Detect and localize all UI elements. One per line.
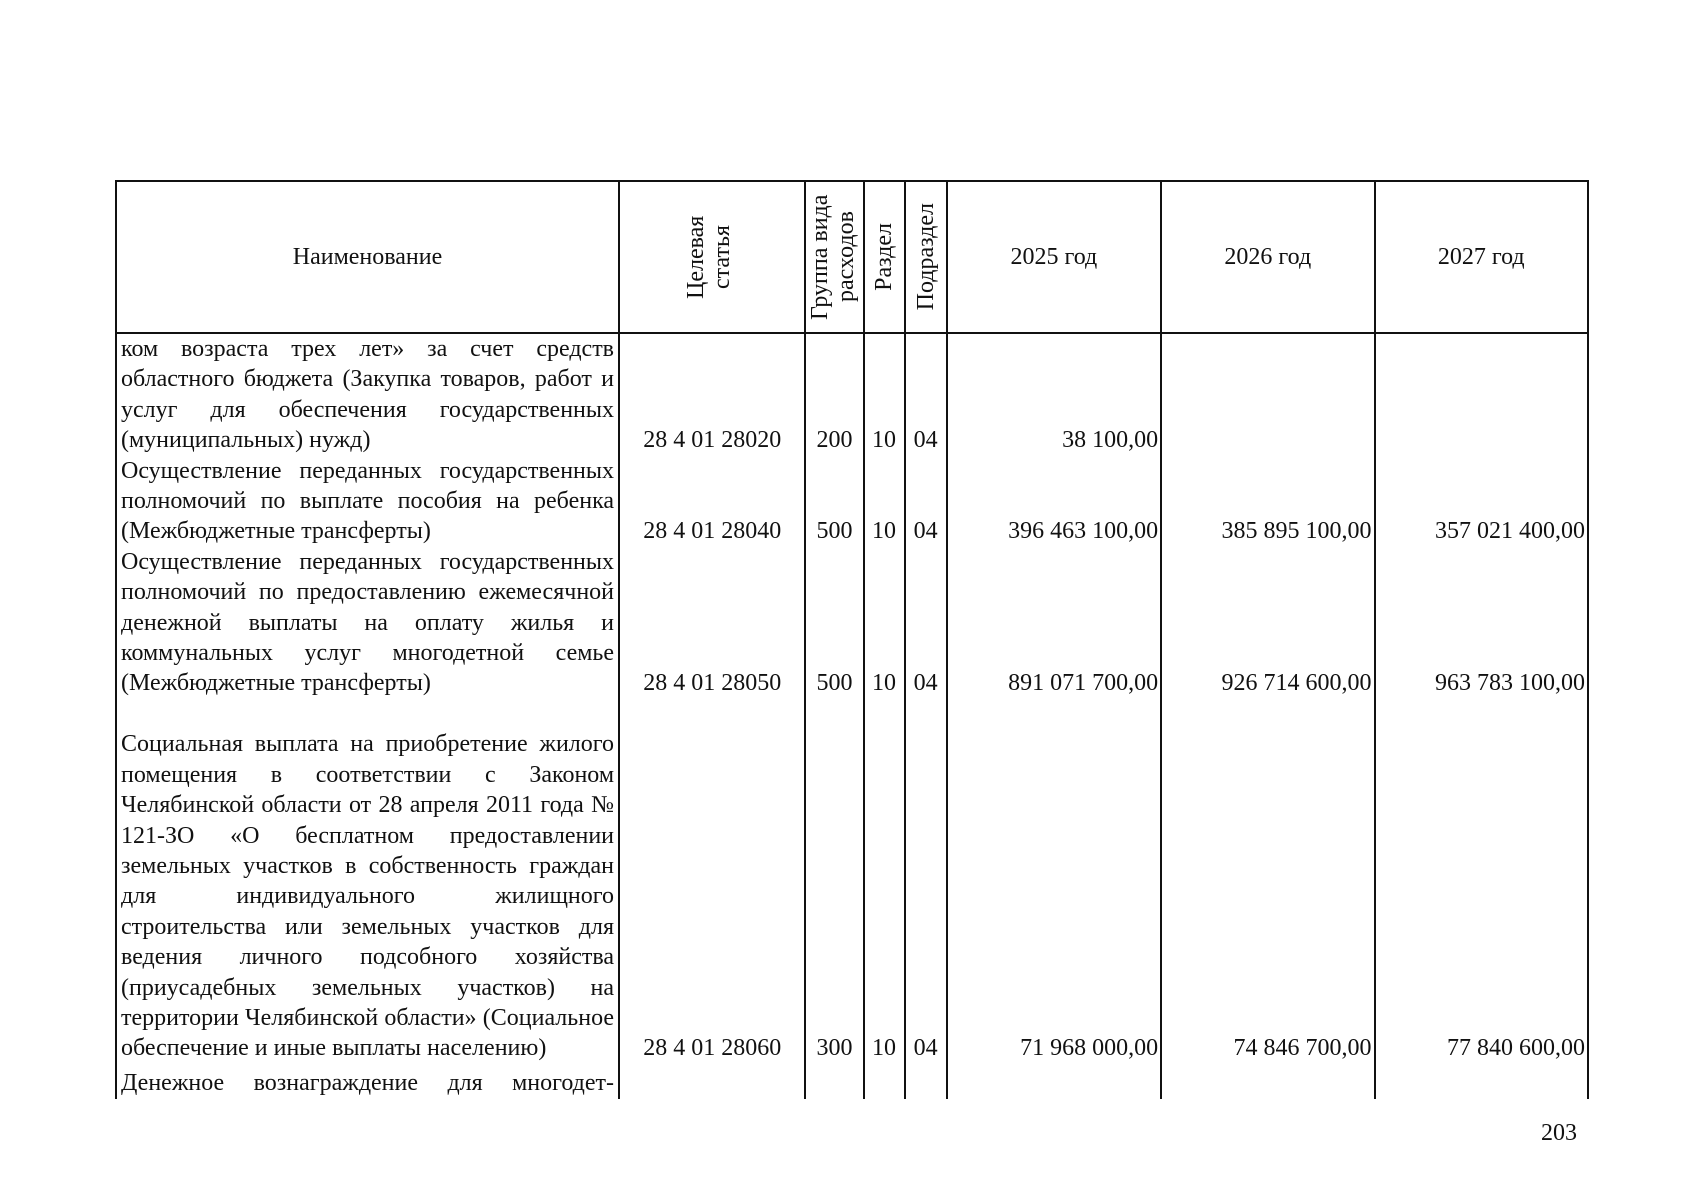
row-group: 300 (805, 699, 863, 1064)
row-section (864, 1064, 905, 1099)
row-2025: 71 968 000,00 (947, 699, 1161, 1064)
row-section: 10 (864, 699, 905, 1064)
header-subsection: Подраздел (905, 181, 947, 333)
header-2025: 2025 год (947, 181, 1161, 333)
row-2027 (1375, 1064, 1589, 1099)
row-2027: 77 840 600,00 (1375, 699, 1589, 1064)
header-2027: 2027 год (1375, 181, 1589, 333)
row-subsection: 04 (905, 547, 947, 699)
table-row (116, 547, 1588, 699)
row-2026: 385 895 100,00 (1161, 456, 1374, 547)
row-group: 500 (805, 456, 863, 547)
header-2026: 2026 год (1161, 181, 1374, 333)
row-2026: 74 846 700,00 (1161, 699, 1374, 1064)
budget-table-sheet (115, 180, 1589, 1097)
row-2027 (1375, 333, 1589, 456)
header-section: Раздел (864, 181, 905, 333)
row-group: 200 (805, 333, 863, 456)
budget-table (115, 180, 1589, 1099)
row-code: 28 4 01 28040 (619, 456, 805, 547)
row-section: 10 (864, 456, 905, 547)
table-row (116, 456, 1588, 547)
header-target: Целевая статья (619, 181, 805, 333)
row-2026 (1161, 333, 1374, 456)
row-2027: 963 783 100,00 (1375, 547, 1589, 699)
row-code: 28 4 01 28050 (619, 547, 805, 699)
row-subsection: 04 (905, 699, 947, 1064)
row-code: 28 4 01 28020 (619, 333, 805, 456)
row-2027: 357 021 400,00 (1375, 456, 1589, 547)
row-code: 28 4 01 28060 (619, 699, 805, 1064)
table-row (116, 699, 1588, 1064)
page-number: 203 (1541, 1120, 1577, 1146)
row-name: Осуществление переданных государственных полномочий по предоставлению ежемесячной денежной выплаты на оплату жилья и коммунальных услуг многодетной семье (Межбюджетные трансферты) (116, 547, 619, 699)
row-2025: 38 100,00 (947, 333, 1161, 456)
row-2025 (947, 1064, 1161, 1099)
row-2026 (1161, 1064, 1374, 1099)
row-name: Социальная выплата на приобретение жилого помещения в соответствии с Законом Челябинской области от 28 апреля 2011 года № 121-ЗО «О бесплатном предоставлении земельных участков в собственность граждан для индивидуального жилищного строительства или земельных участков для ведения личного подсобного хозяйства (приусадебных земельных участков) на территории Челябинской области» (Социальное обеспечение и иные выплаты населению) (116, 699, 619, 1064)
row-subsection (905, 1064, 947, 1099)
row-2026: 926 714 600,00 (1161, 547, 1374, 699)
table-row (116, 333, 1588, 456)
row-subsection: 04 (905, 456, 947, 547)
row-2025: 396 463 100,00 (947, 456, 1161, 547)
row-2025: 891 071 700,00 (947, 547, 1161, 699)
row-group (805, 1064, 863, 1099)
row-subsection: 04 (905, 333, 947, 456)
row-name: ком возраста трех лет» за счет средств областного бюджета (Закупка товаров, работ и услуг для обеспечения государственных (муниципальных) нужд) (116, 333, 619, 456)
row-name: Осуществление переданных государственных полномочий по выплате пособия на ребенка (Межбюджетные трансферты) (116, 456, 619, 547)
row-group: 500 (805, 547, 863, 699)
row-code (619, 1064, 805, 1099)
table-header-row (116, 181, 1588, 333)
table-row (116, 1064, 1588, 1099)
header-name: Наименование (116, 181, 619, 333)
row-section: 10 (864, 333, 905, 456)
row-section: 10 (864, 547, 905, 699)
row-name: Денежное вознаграждение для многодет- (116, 1064, 619, 1099)
header-group: Группа вида расходов (805, 181, 863, 333)
